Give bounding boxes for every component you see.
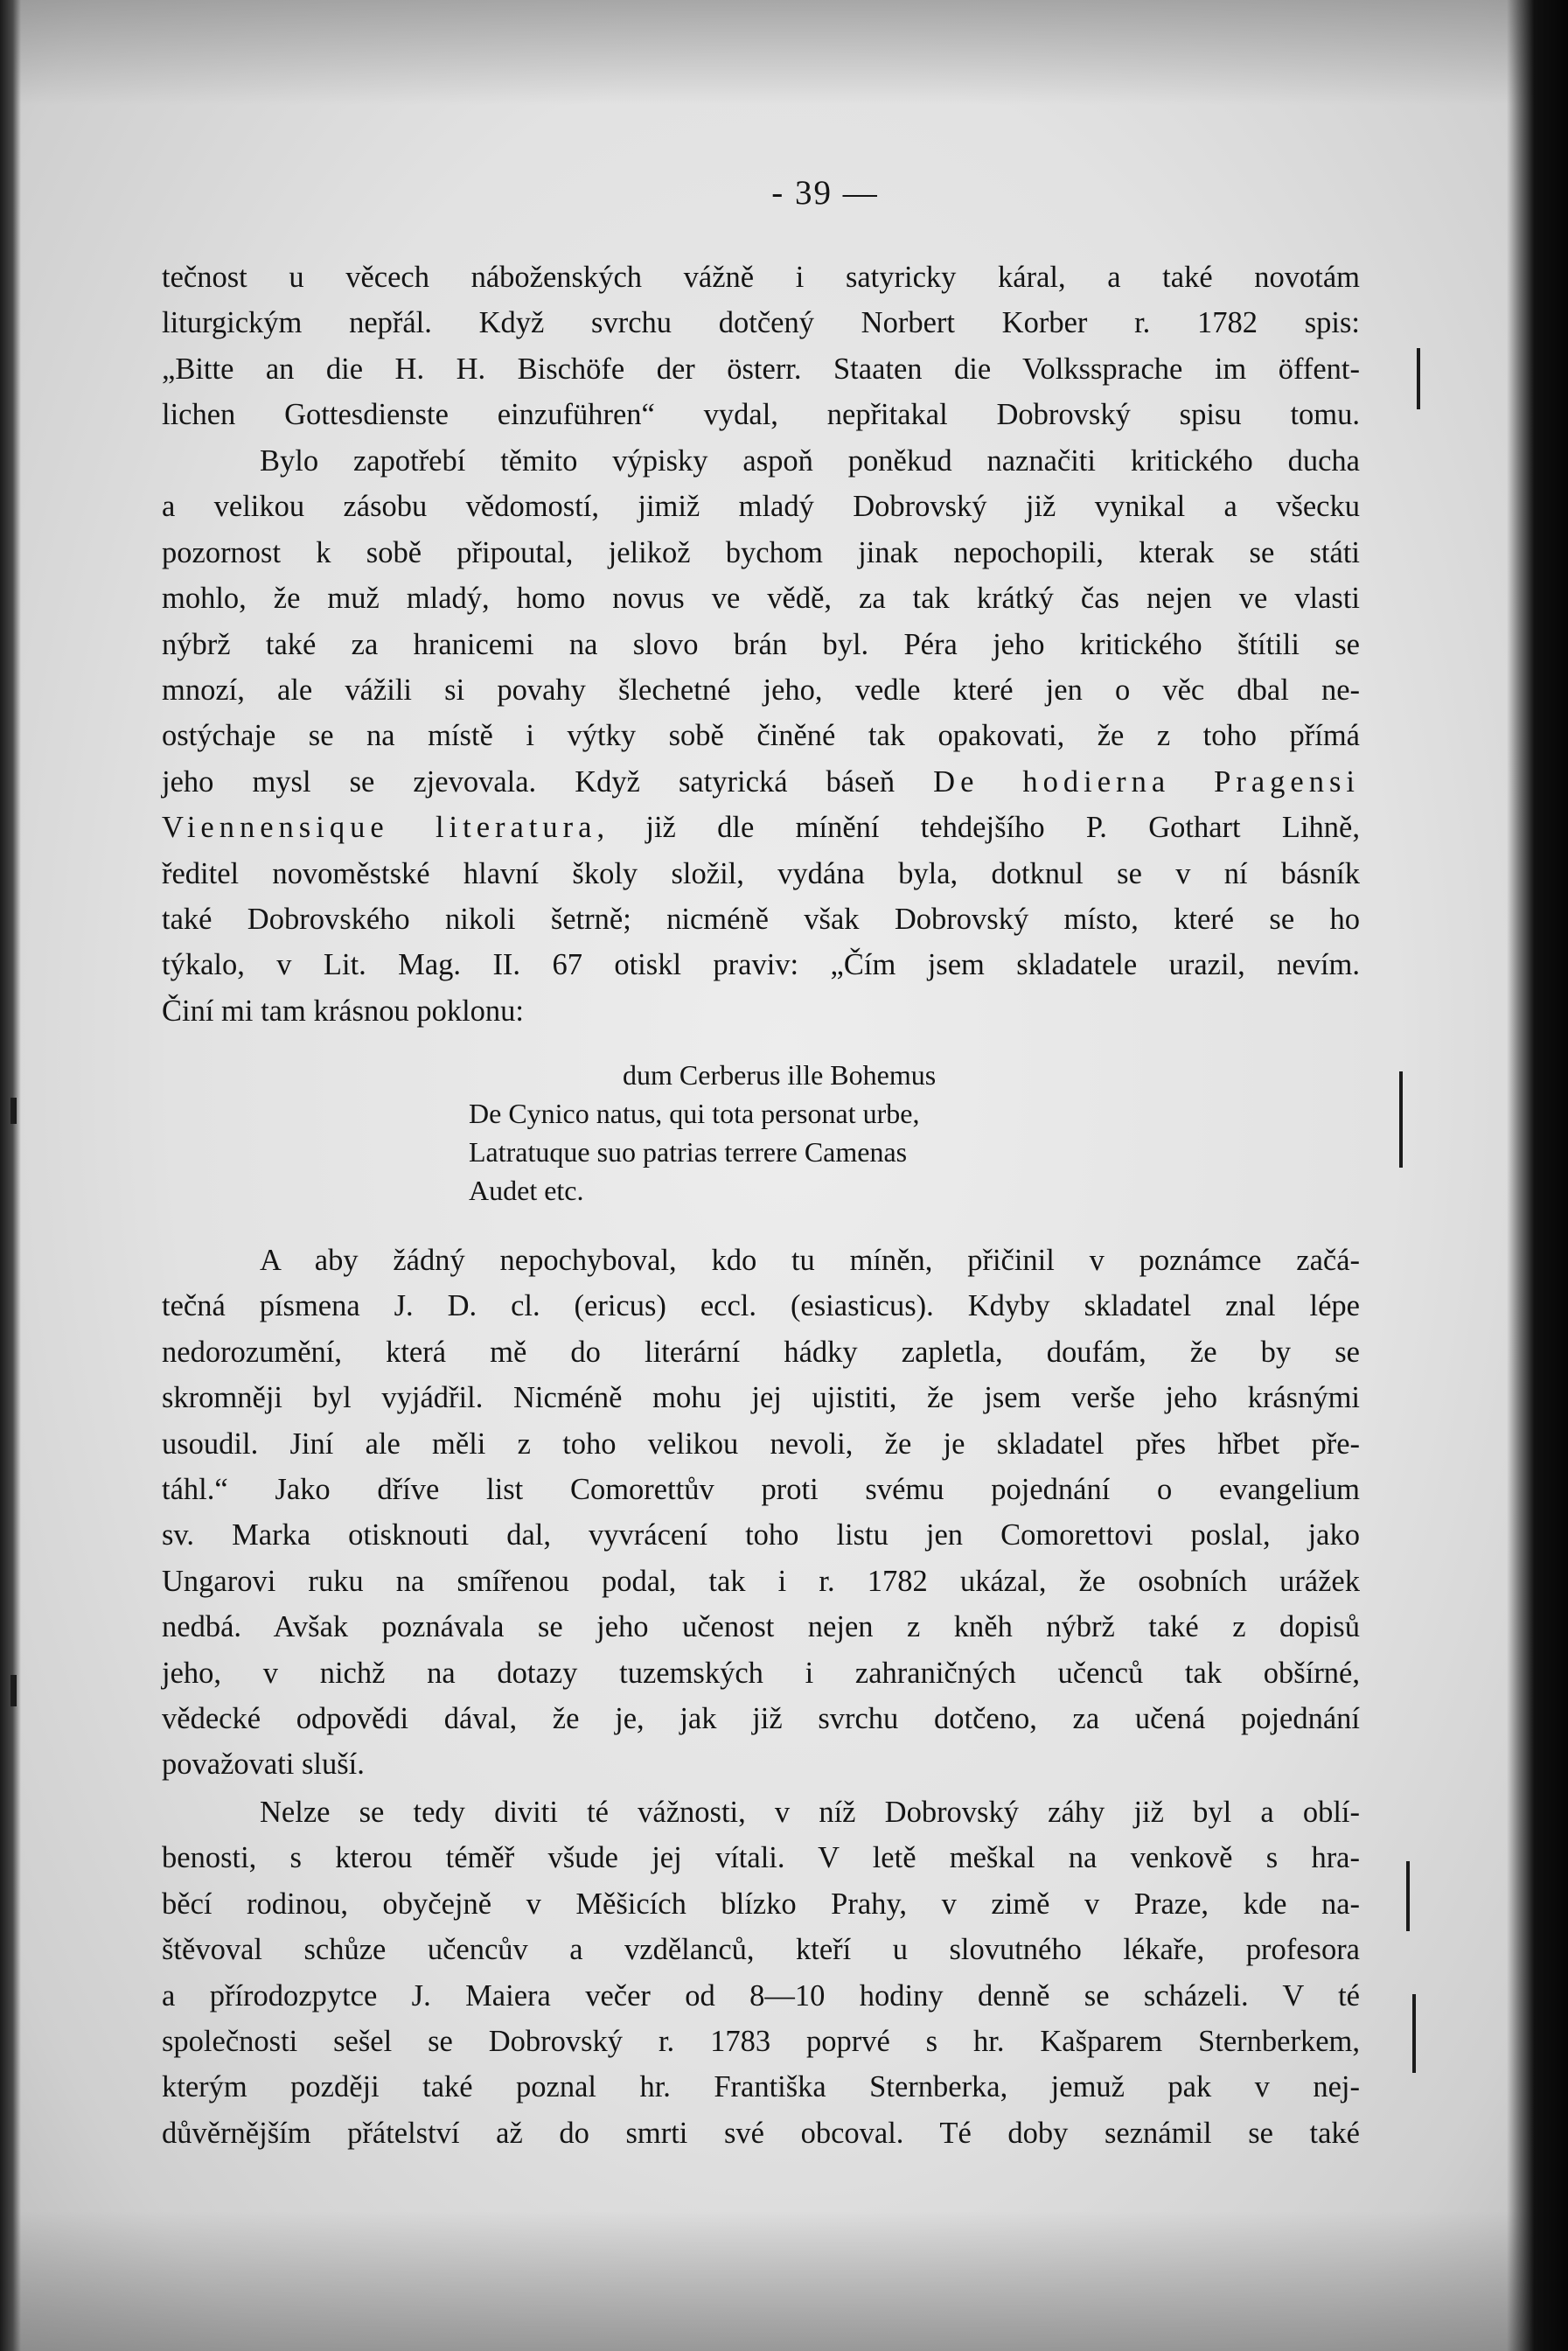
text-line: vědecké odpovědi dával, že je, jak již svrchu dotčeno, za učená pojednání (162, 1702, 1360, 1736)
text-line (162, 759, 1360, 805)
text-line: „Bitte an die H. H. Bischöfe der österr. Staaten die Volkssprache im öffent- (162, 352, 1360, 386)
text-line: považovati sluší. (162, 1748, 365, 1782)
text-line: nedbá. Avšak poznávala se jeho učenost nejen z kněh nýbrž také z dopisů (162, 1610, 1360, 1644)
text-line: ředitel novoměstské hlavní školy složil, vydána byla, dotknul se v ní básník (162, 856, 1360, 890)
poem-title-part-1: De hodierna Pragensi (933, 764, 1360, 799)
text-line: skromněji byl vyjádřil. Nicméně mohu jej ujistiti, že jsem verše jeho krásnými (162, 1381, 1360, 1415)
text-line: štěvoval schůze učencův a vzdělanců, kteří u slovutného lékaře, profesora (162, 1933, 1360, 1967)
text-line: ostýchaje se na místě i výtky sobě činěné tak opakovati, že z toho přímá (162, 719, 1360, 753)
binding-mark (10, 1098, 17, 1124)
scan-shadow-top (0, 0, 1568, 105)
paragraph-2 (162, 438, 1360, 1034)
verse-line: Latratuque suo patrias terrere Camenas (469, 1136, 908, 1168)
text-line: Nelze se tedy diviti té vážnosti, v níž Dobrovský záhy již byl a oblí- (260, 1796, 1360, 1829)
text-line: Ungarovi ruku na smířenou podal, tak i r. 1782 ukázal, že osobních urážek (162, 1564, 1360, 1598)
text-line: usoudil. Jiní ale měli z toho velikou nevoli, že je skladatel přes hřbet pře- (162, 1427, 1360, 1461)
text-line: týkalo, v Lit. Mag. II. 67 otiskl praviv: „Čím jsem skladatele urazil, nevím. (162, 948, 1360, 982)
verse-line: Audet etc. (469, 1175, 584, 1206)
text-line: jeho, v nichž na dotazy tuzemských i zahraničných učenců tak obšírné, (162, 1656, 1360, 1690)
text-line: nedorozumění, která mě do literární hádky zapletla, doufám, že by se (162, 1335, 1360, 1369)
quoted-verse (469, 1056, 1168, 1210)
text-line: nýbrž také za hranicemi na slovo brán byl. Péra jeho kritického štítili se (162, 627, 1360, 661)
paragraph-4 (162, 1789, 1360, 2156)
text-line: důvěrnějším přátelství až do smrti své obcoval. Té doby seznámil se také (162, 2116, 1360, 2150)
text-line: a velikou zásobu vědomostí, jimiž mladý Dobrovský již vynikal a všecku (162, 490, 1360, 524)
text-line: Bylo zapotřebí těmito výpisky aspoň poněkud naznačiti kritického ducha (260, 444, 1360, 478)
margin-mark (1412, 1994, 1416, 2073)
scan-edge-right (1507, 0, 1568, 2351)
paragraph-1 (162, 255, 1360, 438)
text-line: mnozí, ale vážili si povahy šlechetné jeho, vedle které jen o věc dbal ne- (162, 673, 1360, 708)
page-number: - 39 — (771, 174, 879, 212)
text-line: společnosti sešel se Dobrovský r. 1783 poprvé s hr. Kašparem Sternberkem, (162, 2025, 1360, 2059)
text-line: kterým později také poznal hr. Františka Sternberka, jemuž pak v nej- (162, 2070, 1360, 2104)
margin-mark (1406, 1861, 1410, 1931)
text-line: mohlo, že muž mladý, homo novus ve vědě, za tak krátký čas nejen ve vlasti (162, 582, 1360, 616)
text-line: také Dobrovského nikoli šetrně; nicméně však Dobrovský místo, které se ho (162, 903, 1360, 937)
text-line: Činí mi tam krásnou poklonu: (162, 994, 524, 1028)
text-line: lichen Gottesdienste einzuführen“ vydal, nepřitakal Dobrovský spisu tomu. (162, 398, 1360, 432)
text-line: táhl.“ Jako dříve list Comorettův proti svému pojednání o evangelium (162, 1473, 1360, 1507)
verse-line: dum Cerberus ille Bohemus (623, 1059, 937, 1091)
scan-shadow-bottom (0, 2211, 1568, 2351)
text-line: tečnost u věcech náboženských vážně i satyricky káral, a také novotám (162, 261, 1360, 294)
margin-mark (1417, 348, 1420, 409)
paragraph-3 (162, 1238, 1360, 1788)
poem-title-part-2: Viennensique literatura (162, 811, 597, 845)
text-line: benosti, s kterou téměř všude jej vítali. V letě meškal na venkově s hra- (162, 1841, 1360, 1875)
text-fragment: , již dle mínění tehdejšího P. Gothart Lihně, (596, 811, 1360, 845)
text-fragment: jeho mysl se zjevovala. Když satyrická báseň (162, 764, 896, 799)
text-line: liturgickým nepřál. Když svrchu dotčený Norbert Korber r. 1782 spis: (162, 306, 1360, 340)
text-line: běcí rodinou, obyčejně v Měšicích blízko Prahy, v zimě v Praze, kde na- (162, 1887, 1360, 1921)
text-line: sv. Marka otisknouti dal, vyvrácení toho listu jen Comorettovi poslal, jako (162, 1518, 1360, 1552)
verse-line: De Cynico natus, qui tota personat urbe, (469, 1098, 920, 1129)
margin-mark (1399, 1071, 1403, 1168)
binding-mark (10, 1675, 17, 1706)
text-line: A aby žádný nepochyboval, kdo tu míněn, přičinil v poznámce začá- (260, 1244, 1360, 1277)
text-line: pozornost k sobě připoutal, jelikož bychom jinak nepochopili, kterak se státi (162, 535, 1360, 569)
text-line (162, 805, 1360, 850)
text-line: tečná písmena J. D. cl. (ericus) eccl. (esiasticus). Kdyby skladatel znal lépe (162, 1289, 1360, 1323)
scan-edge-left (0, 0, 21, 2351)
text-line: a přírodozpytce J. Maiera večer od 8—10 hodiny denně se scházeli. V té (162, 1978, 1360, 2013)
